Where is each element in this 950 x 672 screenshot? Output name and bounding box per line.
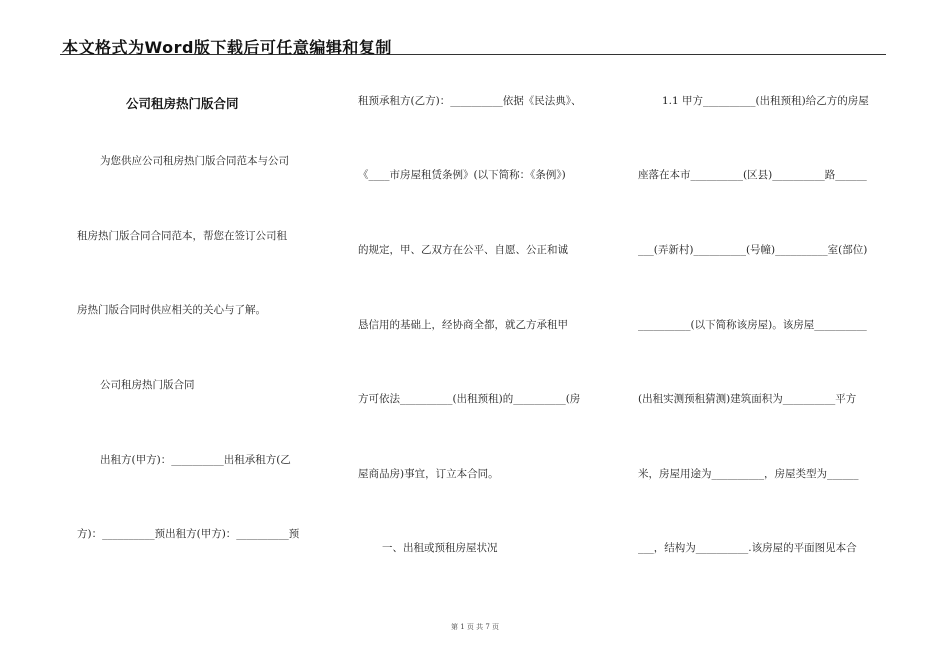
body-line: 房热门版合同时供应相关的关心与了解。 (77, 304, 266, 316)
body-line: __________(以下简称该房屋)。该房屋__________ (638, 319, 867, 331)
body-line: 米，房屋用途为__________，房屋类型为______ (638, 468, 859, 480)
section-heading: 一、出租或预租房屋状况 (382, 542, 498, 554)
contract-subtitle: 公司租房热门版合同 (100, 379, 195, 391)
body-line: ___，结构为__________.该房屋的平面图见本合 (638, 542, 857, 554)
body-line: 为您供应公司租房热门版合同范本与公司 (100, 155, 289, 167)
body-line: 1.1 甲方__________(出租预租)给乙方的房屋 (662, 95, 869, 107)
document-title: 公司租房热门版合同 (126, 96, 239, 111)
body-line: 租预承租方(乙方)：__________依据《民法典》、 (358, 95, 582, 107)
body-line: ___(弄新村)__________(号幢)__________室(部位) (638, 244, 868, 256)
body-line: 屋商品房)事宜，订立本合同。 (358, 468, 499, 480)
body-line: 《____市房屋租赁条例》(以下简称：《条例》) (358, 169, 566, 181)
body-line: 座落在本市__________(区县)__________路______ (638, 169, 867, 181)
header-title: 本文格式为Word版下载后可任意编辑和复制 (62, 38, 392, 57)
header-divider (60, 54, 886, 55)
page-footer: 第 1 页 共 7 页 (450, 623, 500, 631)
body-line: 的规定，甲、乙双方在公平、自愿、公正和诚 (358, 244, 568, 256)
body-line: 出租方(甲方)：__________出租承租方(乙 (100, 454, 291, 466)
body-line: 恳信用的基础上，经协商全都，就乙方承租甲 (358, 319, 568, 331)
body-line: (出租实测预租猜测)建筑面积为__________平方 (638, 393, 857, 405)
body-line: 方可依法__________(出租预租)的__________(房 (358, 393, 581, 405)
body-line: 方)：__________预出租方(甲方)：__________预 (77, 528, 300, 540)
body-line: 租房热门版合同合同范本，帮您在签订公司租 (77, 230, 287, 242)
